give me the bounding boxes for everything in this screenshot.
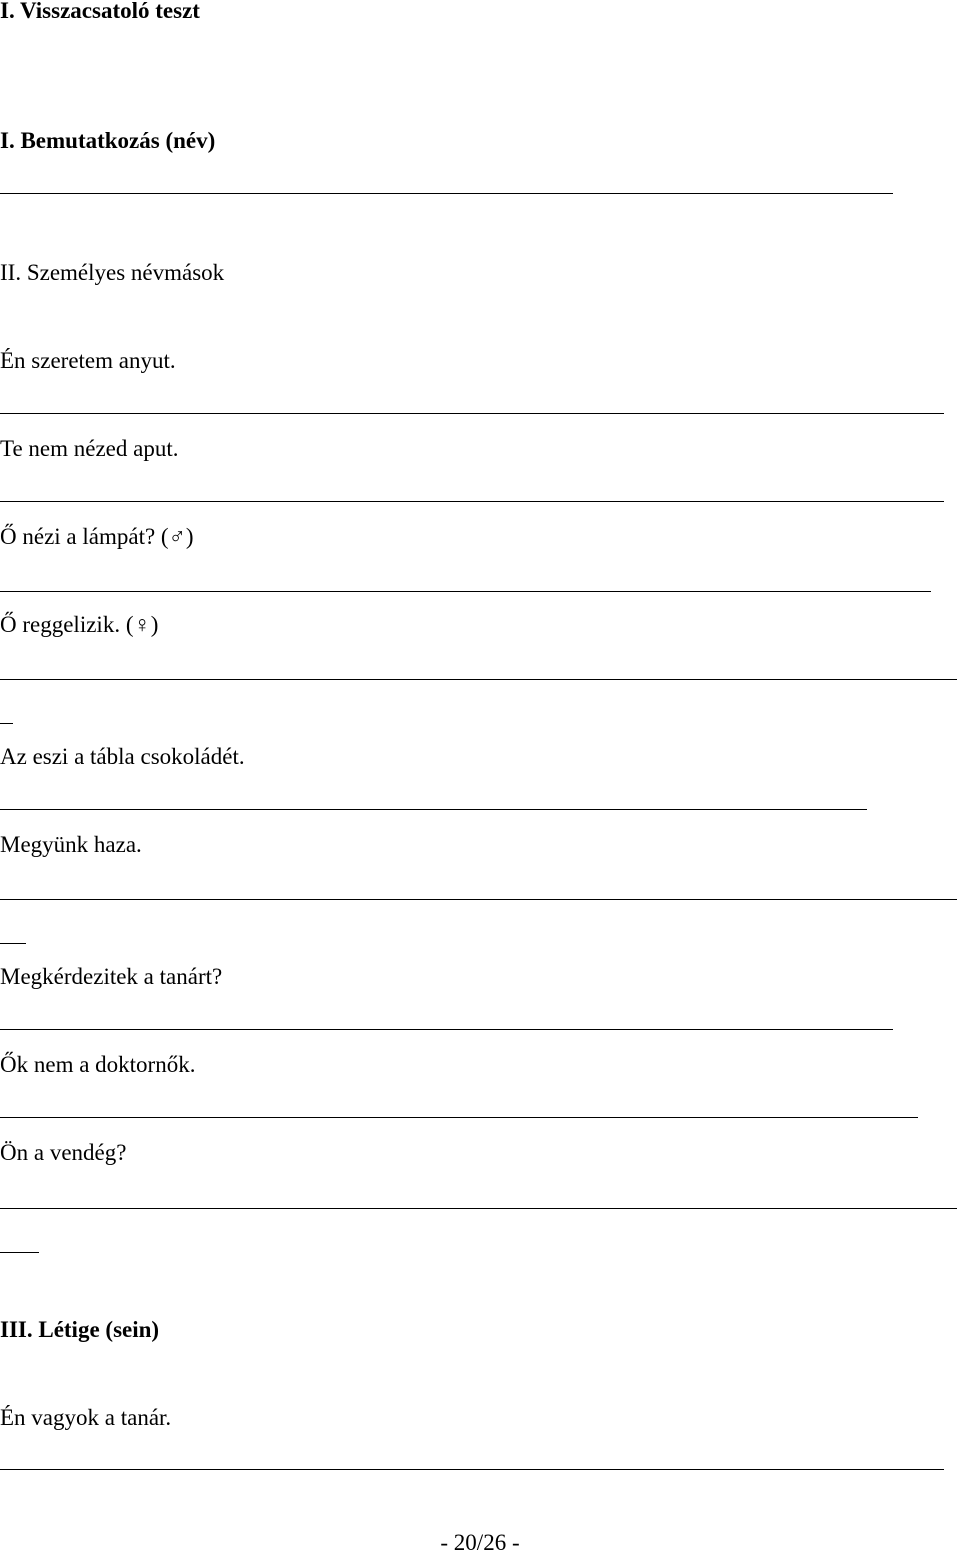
answer-line-2[interactable] — [0, 501, 944, 502]
answer-line-5[interactable] — [0, 809, 867, 810]
section-heading-verb-sein: III. Létige (sein) — [0, 1317, 160, 1342]
exercise-sentence-9: Ön a vendég? — [0, 1140, 127, 1165]
exercise-sentence-8: Ők nem a doktornők. — [0, 1052, 196, 1077]
page-number: - 20/26 - — [440, 1530, 520, 1555]
exercise-sentence-5: Az eszi a tábla csokoládét. — [0, 744, 245, 769]
answer-line-1[interactable] — [0, 413, 944, 414]
answer-line-4[interactable] — [0, 679, 957, 680]
answer-line-10[interactable] — [0, 1469, 944, 1470]
answer-line-9[interactable] — [0, 1208, 957, 1209]
answer-line-6-continuation[interactable] — [0, 943, 26, 944]
exercise-sentence-10: Én vagyok a tanár. — [0, 1405, 172, 1430]
section-heading-introduction: I. Bemutatkozás (név) — [0, 128, 216, 153]
answer-line-8[interactable] — [0, 1117, 918, 1118]
exercise-sentence-6: Megyünk haza. — [0, 832, 142, 857]
section-heading-personal-pronouns: II. Személyes névmások — [0, 260, 225, 285]
answer-line-3[interactable] — [0, 591, 931, 592]
answer-line-6[interactable] — [0, 899, 957, 900]
exercise-sentence-2: Te nem nézed aput. — [0, 436, 179, 461]
answer-line-4-continuation[interactable] — [0, 723, 13, 724]
answer-line-name[interactable] — [0, 193, 893, 194]
exercise-sentence-4: Ő reggelizik. (♀) — [0, 612, 159, 637]
exercise-sentence-3: Ő nézi a lámpát? (♂) — [0, 524, 194, 549]
exercise-sentence-7: Megkérdezitek a tanárt? — [0, 964, 223, 989]
answer-line-7[interactable] — [0, 1029, 893, 1030]
exercise-sentence-1: Én szeretem anyut. — [0, 348, 176, 373]
page-title: I. Visszacsatoló teszt — [0, 0, 200, 23]
answer-line-9-continuation[interactable] — [0, 1252, 39, 1253]
